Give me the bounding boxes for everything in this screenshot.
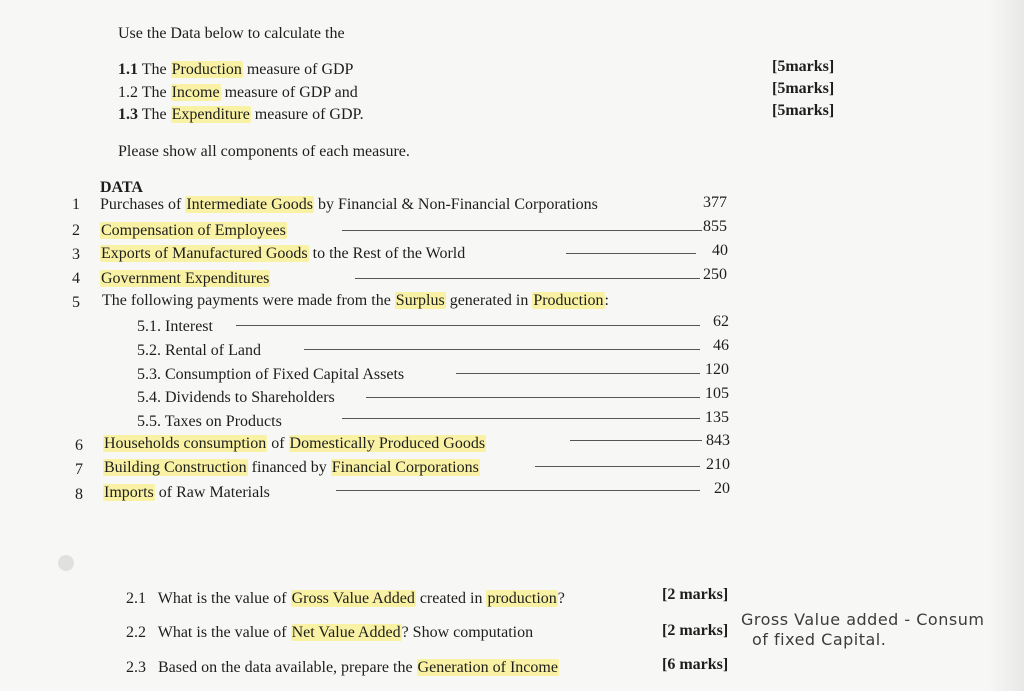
question-2-1: 2.1 What is the value of Gross Value Added created in production? xyxy=(126,590,565,607)
highlight: Imports xyxy=(104,484,154,501)
leader-line xyxy=(304,349,700,350)
highlight: Gross Value Added xyxy=(291,590,415,607)
item-number: 5 xyxy=(72,294,80,311)
item-value: 855 xyxy=(703,218,727,235)
data-item-8: Imports of Raw Materials xyxy=(104,484,270,501)
question-1-2: 1.2 The Income measure of GDP and xyxy=(118,84,358,101)
question-2-2: 2.2 What is the value of Net Value Added? Show computation xyxy=(126,624,534,641)
data-item-7: Building Construction financed by Financial Corporations xyxy=(104,459,479,476)
subitem-5-5: 5.5. Taxes on Products xyxy=(137,413,282,430)
question-number: 2.3 xyxy=(126,659,146,676)
item-number: 2 xyxy=(72,222,80,239)
marks-label: [2 marks] xyxy=(662,622,729,639)
scan-smudge xyxy=(58,555,74,571)
highlight: Exports of Manufactured Goods xyxy=(101,245,308,262)
question-number: 1.2 xyxy=(118,84,138,101)
question-number: 2.1 xyxy=(126,590,146,607)
leader-line xyxy=(355,278,700,279)
item-number: 4 xyxy=(72,270,80,287)
highlight: Intermediate Goods xyxy=(186,196,313,213)
item-number: 3 xyxy=(72,246,80,263)
item-value: 40 xyxy=(712,242,728,259)
question-1-1: 1.1 The Production measure of GDP xyxy=(118,61,354,78)
handwritten-note-line-1: Gross Value added - Consum xyxy=(741,610,985,629)
leader-line xyxy=(566,253,696,254)
item-value: 377 xyxy=(703,194,727,211)
question-number: 1.1 xyxy=(118,61,138,78)
data-item-2 xyxy=(100,222,287,240)
data-item-5: The following payments were made from the Surplus generated in Production: xyxy=(102,292,609,309)
marks-label: [2 marks] xyxy=(662,586,729,603)
question-number: 1.3 xyxy=(118,106,138,123)
highlight: Generation of Income xyxy=(417,659,558,676)
question-2-3: 2.3 Based on the data available, prepare the Generation of Income xyxy=(126,659,558,676)
handwritten-note-line-2: of fixed Capital. xyxy=(752,630,887,649)
item-number: 7 xyxy=(75,461,83,478)
item-number: 1 xyxy=(72,196,80,213)
item-value: 46 xyxy=(713,337,729,354)
leader-line xyxy=(366,397,700,398)
marks-label: [5marks] xyxy=(772,102,835,119)
highlight: Compensation of Employees xyxy=(101,222,286,239)
data-heading: DATA xyxy=(100,179,143,196)
marks-label: [5marks] xyxy=(772,80,835,97)
subitem-5-1: 5.1. Interest xyxy=(137,318,213,335)
item-value: 105 xyxy=(705,385,729,402)
leader-line xyxy=(336,490,700,491)
highlight: production xyxy=(487,590,557,607)
data-item-6: Households consumption of Domestically Produced Goods xyxy=(104,435,486,452)
highlight: Production xyxy=(533,292,604,309)
item-value: 210 xyxy=(706,456,730,473)
page-edge-shadow xyxy=(988,0,1024,691)
leader-line xyxy=(535,466,700,467)
highlight: Surplus xyxy=(395,292,445,309)
item-value: 843 xyxy=(706,432,730,449)
leader-line xyxy=(342,230,702,231)
highlight: Government Expenditures xyxy=(101,270,270,287)
item-value: 250 xyxy=(703,266,727,283)
subitem-5-3: 5.3. Consumption of Fixed Capital Assets xyxy=(137,366,405,383)
data-item-1: Purchases of Intermediate Goods by Financial & Non-Financial Corporations xyxy=(100,196,598,213)
item-number: 6 xyxy=(75,437,83,454)
item-value: 120 xyxy=(705,361,729,378)
highlight: Expenditure xyxy=(171,106,250,123)
instruction-text: Please show all components of each measure. xyxy=(118,143,410,160)
leader-line xyxy=(456,373,700,374)
data-item-3: Exports of Manufactured Goods to the Rest of the World xyxy=(101,245,466,262)
highlight: Domestically Produced Goods xyxy=(289,435,486,452)
item-value: 62 xyxy=(713,313,729,330)
highlight: Production xyxy=(171,61,242,78)
highlight: Net Value Added xyxy=(291,624,401,641)
question-number: 2.2 xyxy=(126,624,146,641)
highlight: Households consumption xyxy=(104,435,267,452)
highlight: Income xyxy=(171,84,220,101)
data-item-4 xyxy=(100,270,270,288)
marks-label: [6 marks] xyxy=(662,656,729,673)
intro-text: Use the Data below to calculate the xyxy=(118,25,345,42)
question-1-3: 1.3 The Expenditure measure of GDP. xyxy=(118,106,364,123)
highlight: Financial Corporations xyxy=(331,459,479,476)
leader-line xyxy=(236,325,700,326)
leader-line xyxy=(342,418,700,419)
highlight: Building Construction xyxy=(104,459,247,476)
subitem-5-4: 5.4. Dividends to Shareholders xyxy=(137,389,335,406)
marks-label: [5marks] xyxy=(772,58,835,75)
item-value: 20 xyxy=(714,480,730,497)
subitem-5-2: 5.2. Rental of Land xyxy=(137,342,261,359)
item-value: 135 xyxy=(705,409,729,426)
item-number: 8 xyxy=(75,486,83,503)
leader-line xyxy=(570,440,702,441)
